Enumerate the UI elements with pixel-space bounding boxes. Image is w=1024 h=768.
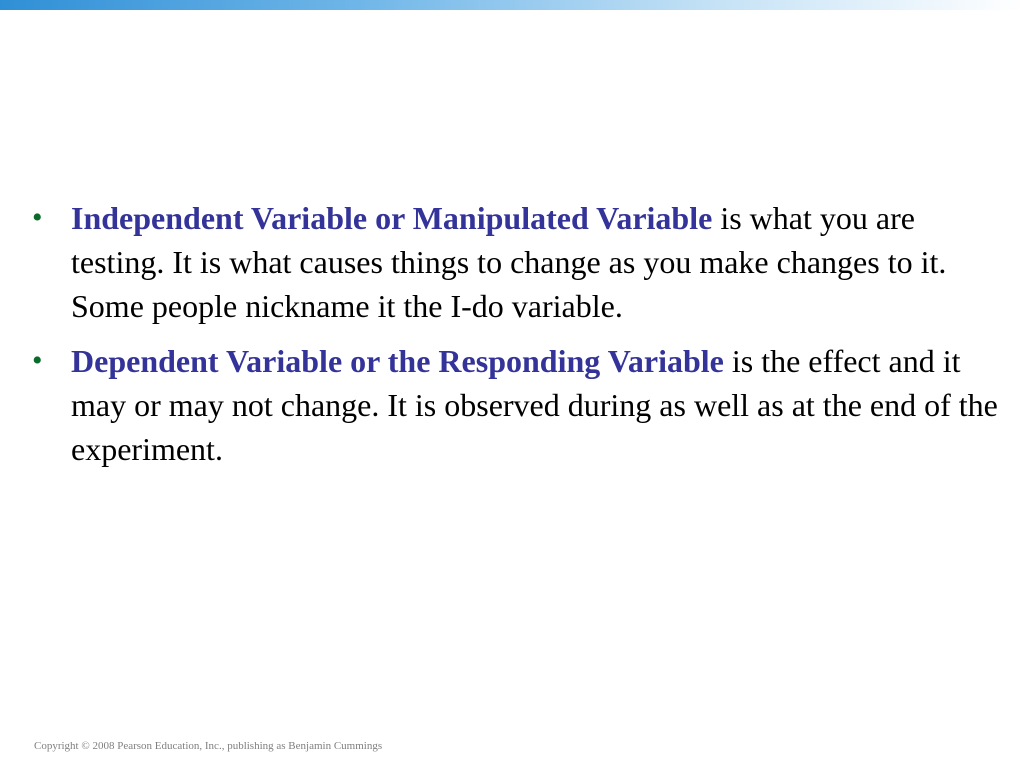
bullet-item-independent-variable — [30, 196, 1005, 328]
bullet-item-dependent-variable — [30, 339, 1005, 471]
bullet-icon: • — [32, 201, 43, 234]
term-independent-variable: Independent Variable or Manipulated Variable — [71, 200, 713, 236]
top-gradient-bar — [0, 0, 1024, 10]
definition-independent-variable: is what you are testing. It is what causes things to change as you make changes to it. Some people nickname it the I-do variable. — [71, 200, 947, 324]
bullet-icon: • — [32, 344, 43, 377]
term-dependent-variable: Dependent Variable or the Responding Variable — [71, 343, 724, 379]
slide-content — [30, 196, 1005, 482]
bullet-list — [30, 196, 1005, 471]
definition-dependent-variable: is the effect and it may or may not change. It is observed during as well as at the end of the experiment. — [71, 343, 998, 467]
copyright-footer: Copyright © 2008 Pearson Education, Inc., publishing as Benjamin Cummings — [34, 740, 383, 752]
